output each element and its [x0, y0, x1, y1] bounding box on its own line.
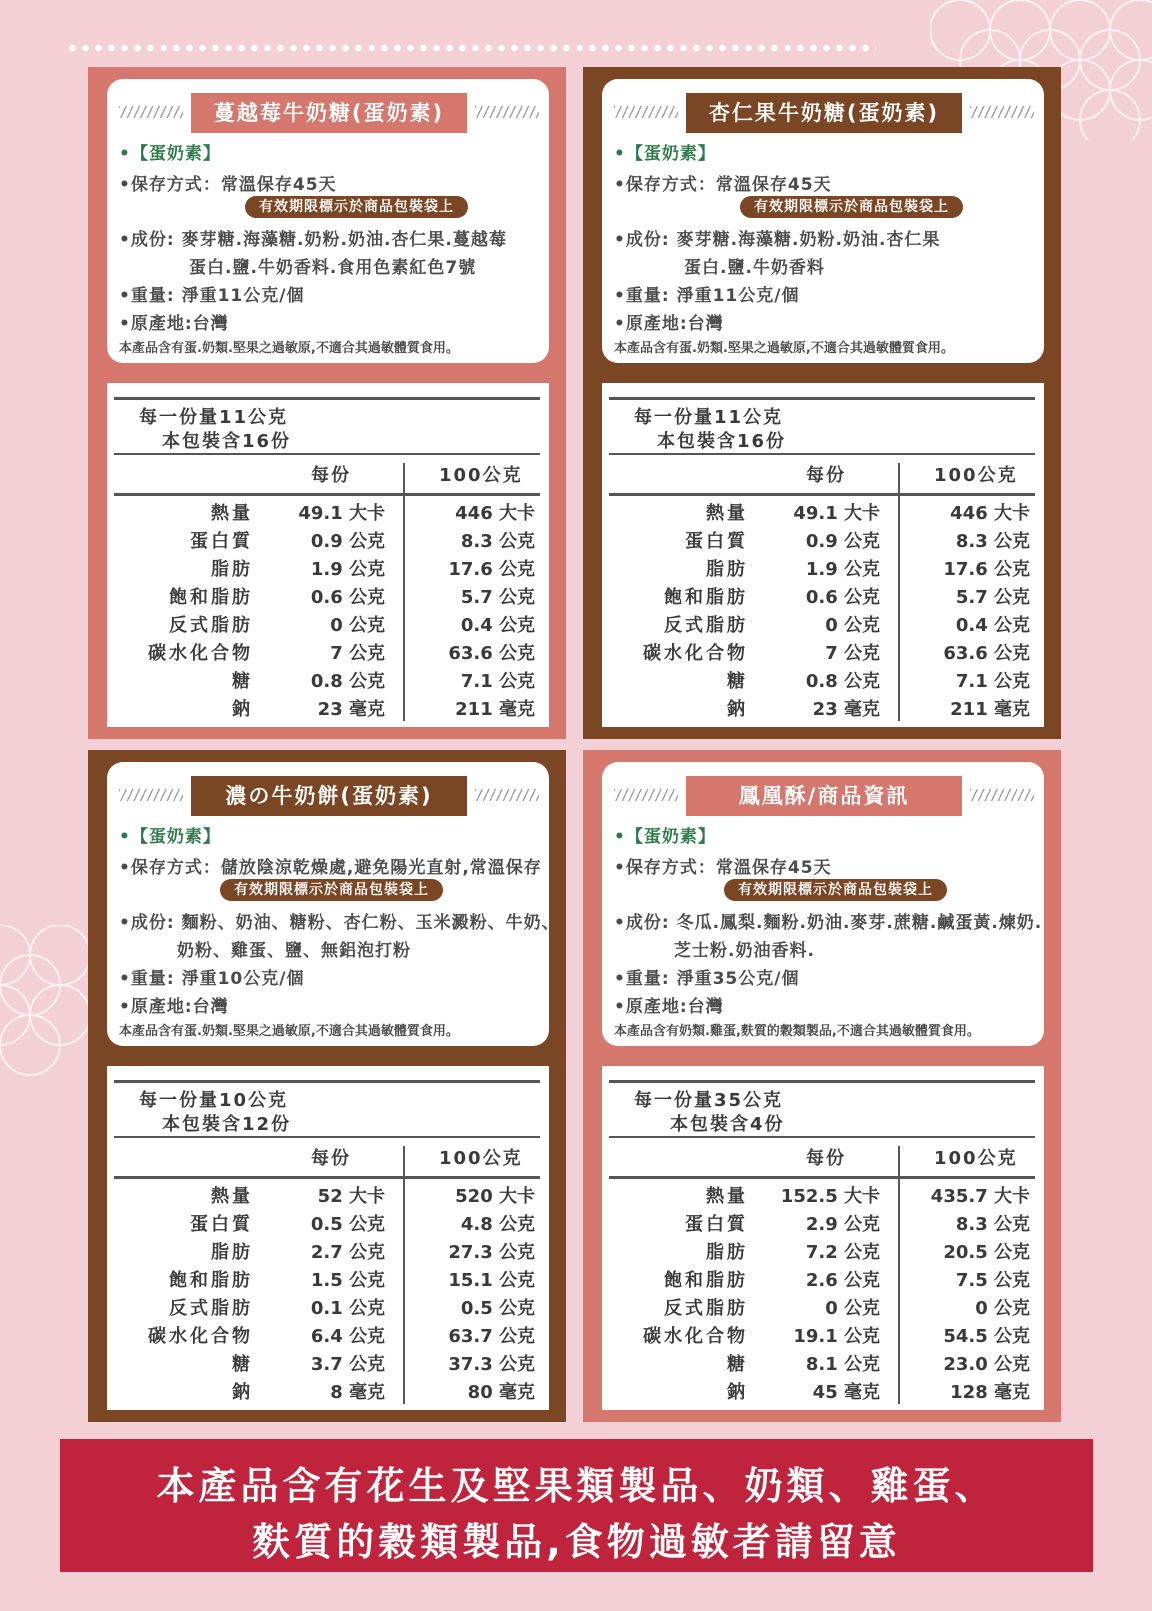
product-title: 蔓越莓牛奶糖(蛋奶素) — [191, 93, 467, 133]
banner-line-1: 本產品含有花生及堅果類製品、奶類、雞蛋、 — [156, 1464, 997, 1508]
nutrient-name: 鈉 — [232, 1382, 253, 1403]
nutrient-name: 反式脂肪 — [664, 615, 748, 636]
per-serving-value: 45 毫克 — [812, 1382, 880, 1403]
table-rule — [609, 1080, 1035, 1083]
nutrient-name: 飽和脂肪 — [169, 587, 253, 608]
origin-line: •原產地:台灣 — [119, 997, 229, 1017]
title-row — [614, 93, 1034, 133]
nutrient-row — [107, 667, 549, 695]
servings-per-pack: 本包裝含16份 — [657, 431, 787, 452]
ingredients-line-1: •成份: 麥芽糖.海藻糖.奶粉.奶油.杏仁果.蔓越莓 — [119, 230, 507, 250]
nutrient-name: 碳水化合物 — [643, 643, 748, 664]
per-100g-value: 37.3 公克 — [448, 1354, 535, 1375]
per-100g-value: 8.3 公克 — [460, 531, 535, 552]
nutrient-row — [602, 499, 1044, 527]
nutrient-row — [602, 1266, 1044, 1294]
nutrient-row — [107, 1350, 549, 1378]
serving-size: 每一份量35公克 — [634, 1090, 784, 1111]
per-100g-value: 7.1 公克 — [955, 671, 1030, 692]
ingredients-line-2: 蛋白.鹽.牛奶香料 — [684, 258, 825, 278]
nutrient-row — [107, 583, 549, 611]
hatch-decoration — [614, 106, 678, 118]
origin-line: •原產地:台灣 — [614, 997, 724, 1017]
nutrient-row — [602, 639, 1044, 667]
hatch-decoration — [970, 106, 1034, 118]
nutrient-row — [602, 695, 1044, 723]
servings-per-pack: 本包裝含4份 — [670, 1114, 785, 1135]
per-serving-value: 1.5 公克 — [310, 1270, 385, 1291]
per-serving-value: 8.1 公克 — [805, 1354, 880, 1375]
per-100g-value: 15.1 公克 — [448, 1270, 535, 1291]
nutrient-name: 蛋白質 — [685, 531, 748, 552]
nutrient-row — [602, 1182, 1044, 1210]
product-info-panel — [107, 762, 560, 1046]
hatch-decoration — [119, 106, 183, 118]
per-100g-value: 7.1 公克 — [460, 671, 535, 692]
nutrient-name: 鈉 — [727, 1382, 748, 1403]
per-100g-value: 520 大卡 — [455, 1186, 535, 1207]
per-100g-value: 63.7 公克 — [448, 1326, 535, 1347]
column-header-per-100g: 100公克 — [439, 1148, 523, 1169]
nutrient-row — [107, 1294, 549, 1322]
hatch-decoration — [475, 106, 539, 118]
expiry-badge: 有效期限標示於商品包裝袋上 — [220, 879, 443, 901]
ingredients-line-1: •成份: 冬瓜.鳳梨.麵粉.奶油.麥芽.蔗糖.鹹蛋黃.煉奶. — [614, 913, 1043, 933]
per-serving-value: 2.9 公克 — [805, 1214, 880, 1235]
per-serving-value: 0.8 公克 — [310, 671, 385, 692]
title-row — [119, 776, 539, 816]
nutrient-name: 蛋白質 — [190, 1214, 253, 1235]
weight-line: •重量: 淨重10公克/個 — [119, 969, 305, 989]
nutrient-row — [107, 1182, 549, 1210]
per-serving-value: 23 毫克 — [317, 699, 385, 720]
per-serving-value: 7 公克 — [330, 643, 385, 664]
banner-line-2: 麩質的穀類製品,食物過敏者請留意 — [252, 1520, 901, 1564]
allergen-note: 本產品含有蛋.奶類.堅果之過敏原,不適合其過敏體質食用。 — [119, 341, 459, 356]
per-100g-value: 446 大卡 — [455, 503, 535, 524]
allergen-warning-banner — [60, 1439, 1093, 1572]
per-100g-value: 4.8 公克 — [460, 1214, 535, 1235]
per-100g-value: 17.6 公克 — [943, 559, 1030, 580]
weight-line: •重量: 淨重35公克/個 — [614, 969, 800, 989]
ingredients-line-2: 奶粉、雞蛋、鹽、無鋁泡打粉 — [177, 941, 411, 961]
per-100g-value: 80 毫克 — [467, 1382, 535, 1403]
nutrient-name: 糖 — [232, 671, 253, 692]
column-header-per-serving: 每份 — [311, 1148, 351, 1169]
nutrient-row — [107, 1210, 549, 1238]
per-serving-value: 52 大卡 — [317, 1186, 385, 1207]
servings-per-pack: 本包裝含16份 — [162, 431, 292, 452]
per-serving-value: 0 公克 — [825, 615, 880, 636]
nutrient-row — [107, 1238, 549, 1266]
per-100g-value: 20.5 公克 — [943, 1242, 1030, 1263]
nutrient-name: 飽和脂肪 — [664, 1270, 748, 1291]
column-header-per-serving: 每份 — [806, 465, 846, 486]
nutrient-row — [602, 1294, 1044, 1322]
per-100g-value: 0.4 公克 — [460, 615, 535, 636]
per-100g-value: 63.6 公克 — [943, 643, 1030, 664]
nutrient-row — [602, 555, 1044, 583]
serving-size: 每一份量11公克 — [139, 407, 289, 428]
nutrient-row — [602, 1322, 1044, 1350]
hatch-decoration — [475, 789, 539, 801]
per-100g-value: 23.0 公克 — [943, 1354, 1030, 1375]
per-serving-value: 49.1 大卡 — [793, 503, 880, 524]
nutrient-name: 脂肪 — [706, 559, 748, 580]
storage-line: •保存方式：常溫保存45天 — [614, 175, 832, 195]
per-serving-value: 0.9 公克 — [805, 531, 880, 552]
nutrient-name: 脂肪 — [211, 1242, 253, 1263]
table-rule — [114, 1176, 540, 1179]
per-serving-value: 0.9 公克 — [310, 531, 385, 552]
origin-line: •原產地:台灣 — [119, 314, 229, 334]
per-serving-value: 2.7 公克 — [310, 1242, 385, 1263]
nutrient-row — [107, 499, 549, 527]
per-serving-value: 0.6 公克 — [805, 587, 880, 608]
nutrient-row — [602, 1378, 1044, 1406]
per-serving-value: 0.1 公克 — [310, 1298, 385, 1319]
per-serving-value: 1.9 公克 — [805, 559, 880, 580]
per-serving-value: 0 公克 — [825, 1298, 880, 1319]
per-serving-value: 7.2 公克 — [805, 1242, 880, 1263]
nutrient-name: 蛋白質 — [190, 531, 253, 552]
nutrient-row — [107, 1378, 549, 1406]
nutrient-row — [107, 695, 549, 723]
table-rule — [114, 1136, 540, 1138]
per-serving-value: 0.8 公克 — [805, 671, 880, 692]
veg-tag: •【蛋奶素】 — [614, 144, 716, 164]
product-card-milk-cookie — [88, 750, 566, 1422]
per-100g-value: 5.7 公克 — [955, 587, 1030, 608]
circle-pattern-decoration-left — [0, 925, 90, 1085]
product-info-panel — [602, 79, 1044, 363]
per-serving-value: 49.1 大卡 — [298, 503, 385, 524]
nutrient-name: 糖 — [727, 1354, 748, 1375]
nutrient-name: 反式脂肪 — [169, 1298, 253, 1319]
per-serving-value: 6.4 公克 — [310, 1326, 385, 1347]
column-header-per-100g: 100公克 — [439, 465, 523, 486]
expiry-badge: 有效期限標示於商品包裝袋上 — [724, 879, 947, 901]
nutrient-name: 蛋白質 — [685, 1214, 748, 1235]
column-header-per-serving: 每份 — [806, 1148, 846, 1169]
nutrition-table — [107, 1066, 549, 1410]
allergen-note: 本產品含有蛋.奶類.堅果之過敏原,不適合其過敏體質食用。 — [614, 341, 954, 356]
product-title: 鳳凰酥/商品資訊 — [686, 776, 962, 816]
per-100g-value: 446 大卡 — [950, 503, 1030, 524]
table-rule — [609, 1176, 1035, 1179]
per-serving-value: 23 毫克 — [812, 699, 880, 720]
title-row — [614, 776, 1034, 816]
table-rule — [114, 1080, 540, 1083]
nutrient-name: 脂肪 — [211, 559, 253, 580]
column-header-per-100g: 100公克 — [934, 465, 1018, 486]
nutrition-table — [602, 383, 1044, 727]
nutrient-row — [602, 1210, 1044, 1238]
product-title: 濃の牛奶餅(蛋奶素) — [191, 776, 467, 816]
nutrient-name: 熱量 — [211, 503, 253, 524]
nutrition-table — [107, 383, 549, 727]
nutrient-name: 脂肪 — [706, 1242, 748, 1263]
nutrient-row — [107, 611, 549, 639]
per-100g-value: 27.3 公克 — [448, 1242, 535, 1263]
per-100g-value: 0.4 公克 — [955, 615, 1030, 636]
weight-line: •重量: 淨重11公克/個 — [614, 286, 800, 306]
per-100g-value: 17.6 公克 — [448, 559, 535, 580]
nutrient-row — [107, 639, 549, 667]
ingredients-line-1: •成份: 麵粉、奶油、糖粉、杏仁粉、玉米澱粉、牛奶、 — [119, 913, 560, 933]
nutrient-row — [107, 527, 549, 555]
hatch-decoration — [970, 789, 1034, 801]
expiry-badge: 有效期限標示於商品包裝袋上 — [245, 196, 468, 218]
nutrient-row — [107, 1322, 549, 1350]
dotted-divider — [66, 44, 876, 52]
veg-tag: •【蛋奶素】 — [119, 144, 221, 164]
per-serving-value: 2.6 公克 — [805, 1270, 880, 1291]
hatch-decoration — [614, 789, 678, 801]
table-rule — [609, 397, 1035, 400]
table-rule — [609, 493, 1035, 496]
ingredients-line-1: •成份: 麥芽糖.海藻糖.奶粉.奶油.杏仁果 — [614, 230, 941, 250]
ingredients-line-2: 蛋白.鹽.牛奶香料.食用色素紅色7號 — [189, 258, 477, 278]
nutrient-name: 飽和脂肪 — [664, 587, 748, 608]
serving-size: 每一份量11公克 — [634, 407, 784, 428]
nutrient-name: 熱量 — [211, 1186, 253, 1207]
origin-line: •原產地:台灣 — [614, 314, 724, 334]
nutrient-row — [602, 583, 1044, 611]
product-card-phoenix-cake — [583, 750, 1061, 1422]
serving-size: 每一份量10公克 — [139, 1090, 289, 1111]
nutrient-row — [602, 527, 1044, 555]
nutrient-row — [107, 555, 549, 583]
per-100g-value: 0 公克 — [975, 1298, 1030, 1319]
per-serving-value: 7 公克 — [825, 643, 880, 664]
per-serving-value: 0 公克 — [330, 615, 385, 636]
servings-per-pack: 本包裝含12份 — [162, 1114, 292, 1135]
per-100g-value: 5.7 公克 — [460, 587, 535, 608]
allergen-note: 本產品含有奶類.雞蛋,麩質的穀類製品,不適合其過敏體質食用。 — [614, 1024, 980, 1039]
product-card-cranberry-nougat — [88, 67, 566, 739]
table-rule — [609, 1136, 1035, 1138]
per-serving-value: 19.1 公克 — [793, 1326, 880, 1347]
nutrient-name: 反式脂肪 — [169, 615, 253, 636]
hatch-decoration — [119, 789, 183, 801]
per-serving-value: 0.5 公克 — [310, 1214, 385, 1235]
per-100g-value: 63.6 公克 — [448, 643, 535, 664]
nutrient-row — [107, 1266, 549, 1294]
per-100g-value: 8.3 公克 — [955, 531, 1030, 552]
column-header-per-serving: 每份 — [311, 465, 351, 486]
per-serving-value: 8 毫克 — [330, 1382, 385, 1403]
weight-line: •重量: 淨重11公克/個 — [119, 286, 305, 306]
nutrient-name: 碳水化合物 — [148, 643, 253, 664]
per-serving-value: 0.6 公克 — [310, 587, 385, 608]
nutrient-name: 碳水化合物 — [148, 1326, 253, 1347]
per-100g-value: 8.3 公克 — [955, 1214, 1030, 1235]
table-rule — [609, 453, 1035, 455]
table-rule — [114, 397, 540, 400]
veg-tag: •【蛋奶素】 — [614, 827, 716, 847]
per-100g-value: 7.5 公克 — [955, 1270, 1030, 1291]
table-rule — [114, 453, 540, 455]
nutrient-row — [602, 611, 1044, 639]
per-100g-value: 211 毫克 — [950, 699, 1030, 720]
storage-line: •保存方式：常溫保存45天 — [119, 175, 337, 195]
ingredients-line-2: 芝士粉.奶油香料. — [674, 941, 815, 961]
per-serving-value: 1.9 公克 — [310, 559, 385, 580]
storage-line: •保存方式：常溫保存45天 — [614, 858, 832, 878]
nutrient-row — [602, 667, 1044, 695]
veg-tag: •【蛋奶素】 — [119, 827, 221, 847]
nutrient-name: 熱量 — [706, 1186, 748, 1207]
product-title: 杏仁果牛奶糖(蛋奶素) — [686, 93, 962, 133]
per-100g-value: 435.7 大卡 — [930, 1186, 1030, 1207]
allergen-note: 本產品含有蛋.奶類.堅果之過敏原,不適合其過敏體質食用。 — [119, 1024, 459, 1039]
per-serving-value: 3.7 公克 — [310, 1354, 385, 1375]
nutrition-table — [602, 1066, 1044, 1410]
product-info-panel — [107, 79, 549, 363]
per-100g-value: 211 毫克 — [455, 699, 535, 720]
nutrient-name: 熱量 — [706, 503, 748, 524]
nutrient-name: 鈉 — [232, 699, 253, 720]
column-header-per-100g: 100公克 — [934, 1148, 1018, 1169]
expiry-badge: 有效期限標示於商品包裝袋上 — [740, 196, 963, 218]
nutrient-name: 糖 — [232, 1354, 253, 1375]
nutrient-row — [602, 1350, 1044, 1378]
storage-line: •保存方式：儲放陰涼乾燥處,避免陽光直射,常溫保存 — [119, 858, 542, 878]
per-serving-value: 152.5 大卡 — [780, 1186, 880, 1207]
table-rule — [114, 493, 540, 496]
nutrient-name: 反式脂肪 — [664, 1298, 748, 1319]
nutrient-row — [602, 1238, 1044, 1266]
nutrient-name: 鈉 — [727, 699, 748, 720]
nutrient-name: 碳水化合物 — [643, 1326, 748, 1347]
nutrient-name: 飽和脂肪 — [169, 1270, 253, 1291]
per-100g-value: 54.5 公克 — [943, 1326, 1030, 1347]
title-row — [119, 93, 539, 133]
product-card-almond-nougat — [583, 67, 1061, 739]
per-100g-value: 128 毫克 — [950, 1382, 1030, 1403]
product-info-panel — [602, 762, 1044, 1046]
nutrient-name: 糖 — [727, 671, 748, 692]
per-100g-value: 0.5 公克 — [460, 1298, 535, 1319]
